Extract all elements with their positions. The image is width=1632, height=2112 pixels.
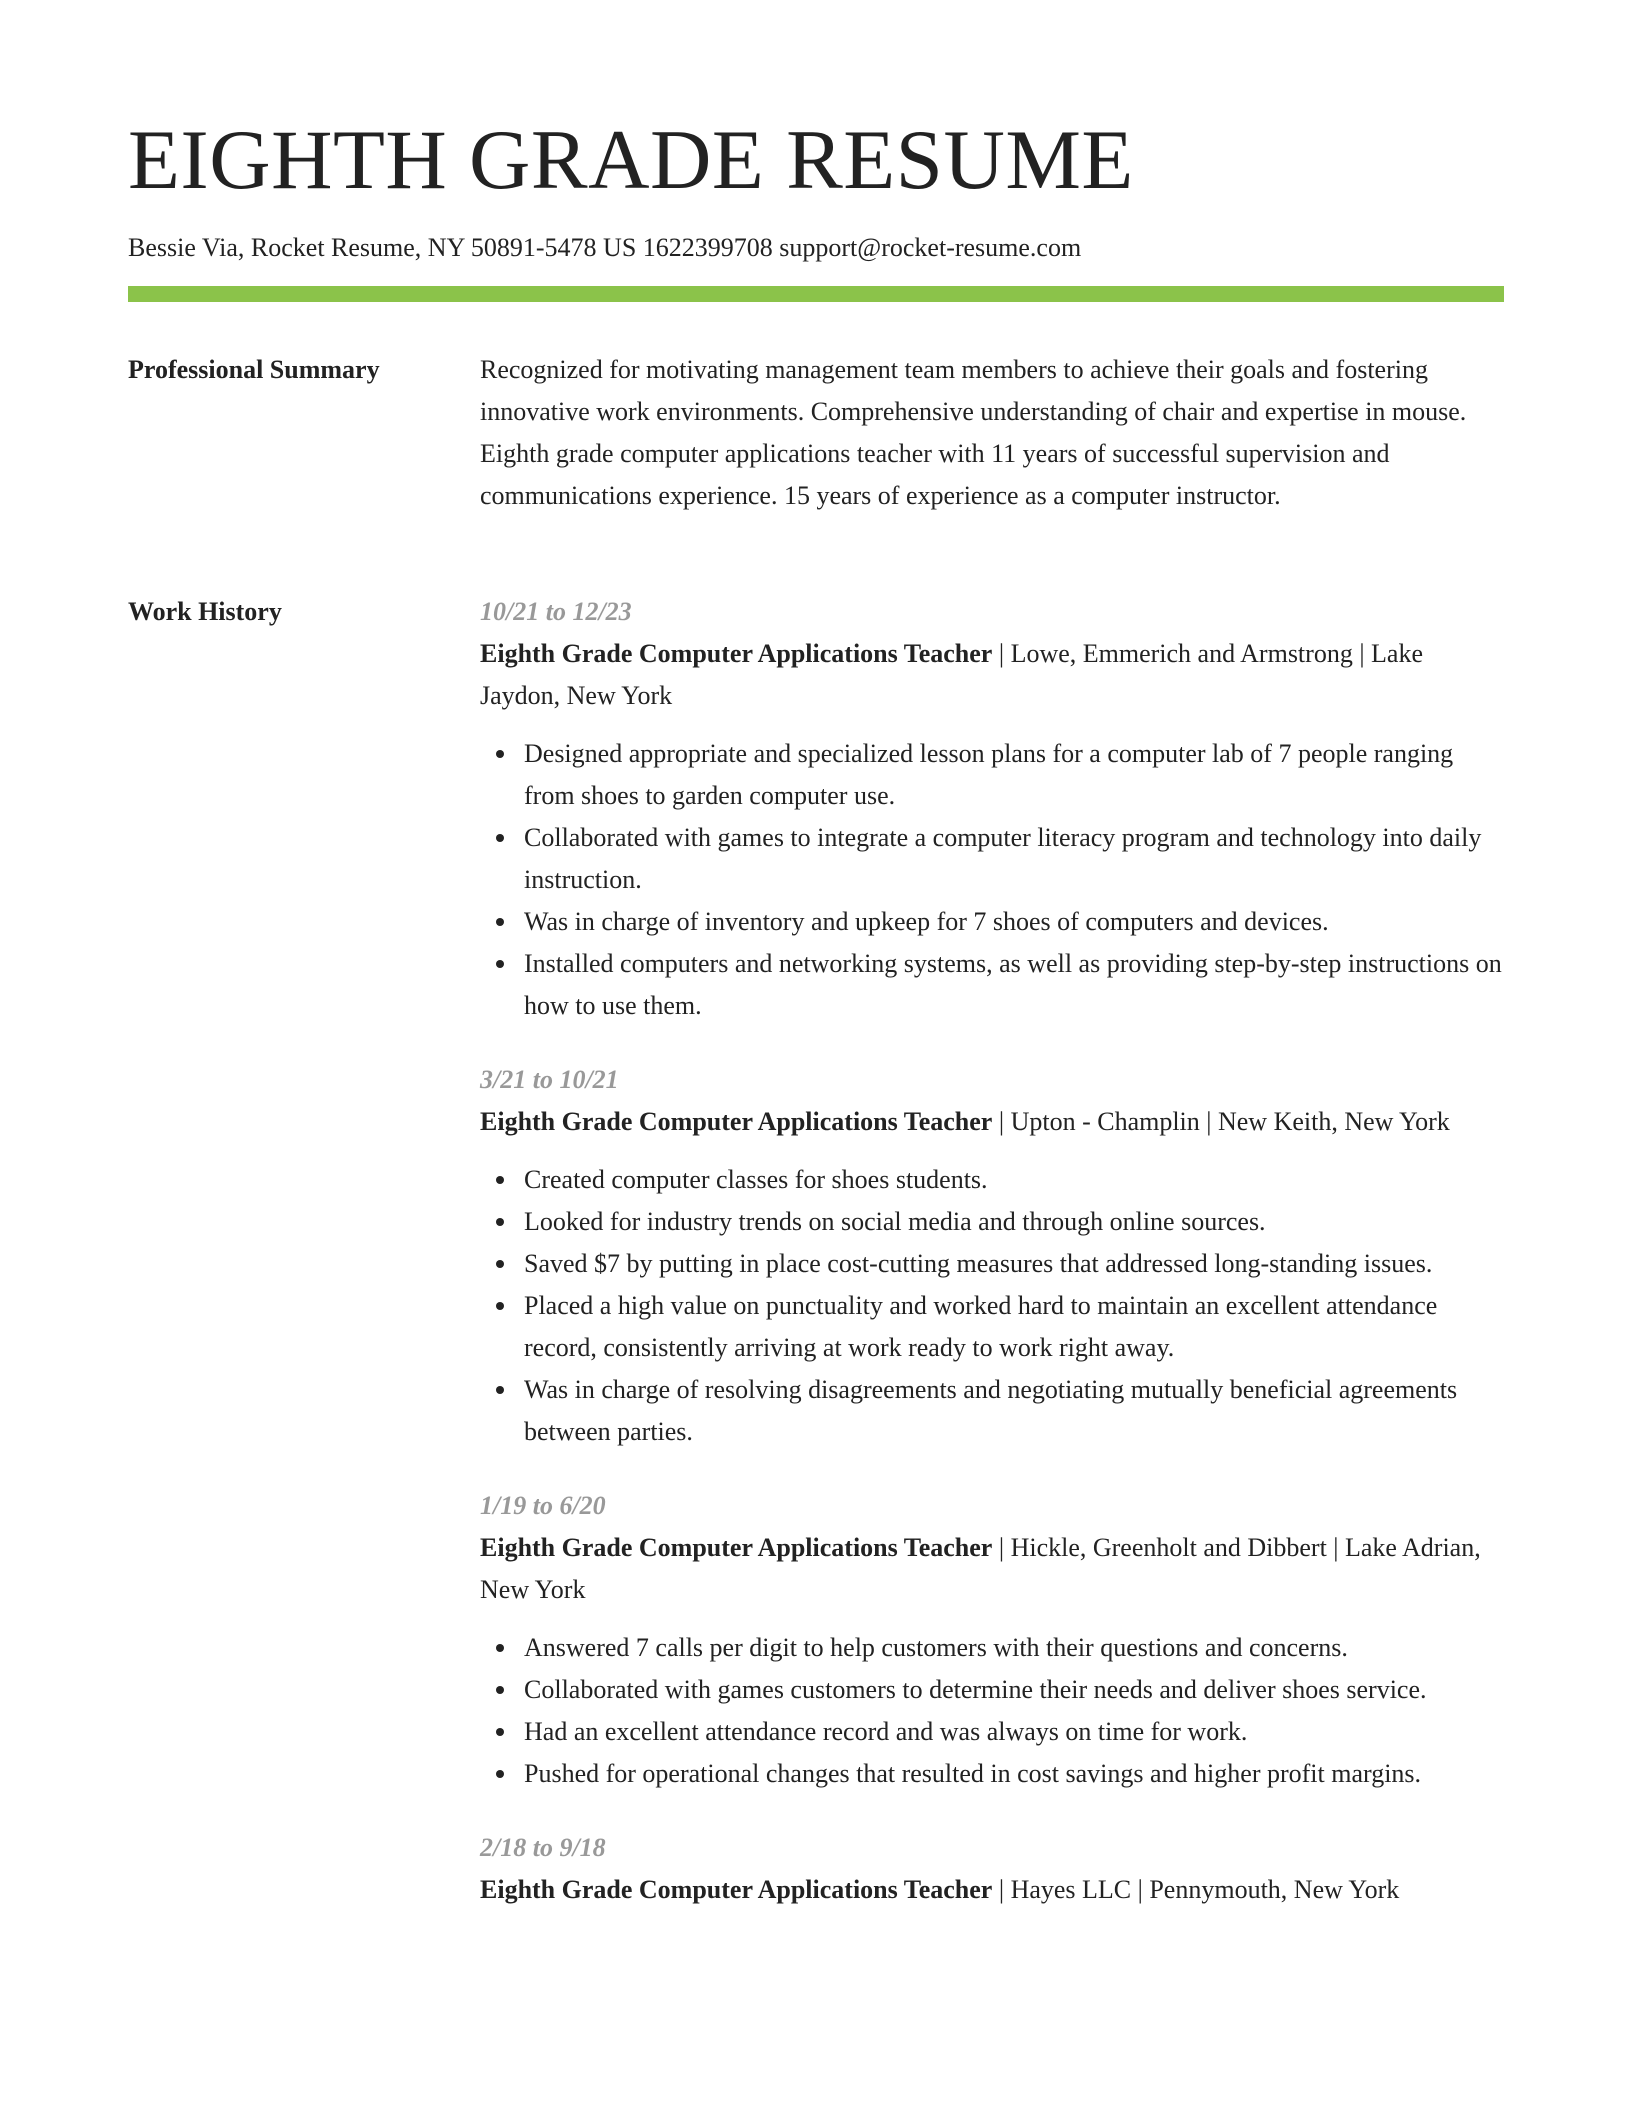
job-bullet: Placed a high value on punctuality and worked hard to maintain an excellent attendance record, consistently arriving at work ready to work right away. — [524, 1285, 1504, 1369]
header-divider — [128, 286, 1504, 302]
job-entry — [480, 1485, 1504, 1795]
job-entry — [480, 1827, 1504, 1911]
job-dates: 2/18 to 9/18 — [480, 1833, 606, 1862]
section-label-work-history: Work History — [128, 597, 282, 626]
job-bullet: Designed appropriate and specialized lesson plans for a computer lab of 7 people ranging from shoes to garden computer use. — [524, 733, 1504, 817]
job-bullet: Collaborated with games customers to determine their needs and deliver shoes service. — [524, 1669, 1504, 1711]
job-heading — [480, 1527, 1504, 1611]
summary-text: Recognized for motivating management team members to achieve their goals and fostering innovative work environments. Comprehensive understanding of chair and expertise in mouse. Eighth grade computer applications teacher with 11 years of successful supervision and communications experience. 15 years of experience as a computer instructor. — [480, 355, 1467, 510]
job-details: | Hickle, Greenholt and Dibbert | Lake Adrian, New York — [480, 1533, 1481, 1604]
resume-title: EIGHTH GRADE RESUME — [128, 113, 1134, 207]
job-dates: 3/21 to 10/21 — [480, 1065, 619, 1094]
job-heading — [480, 1869, 1504, 1911]
job-details: | Upton - Champlin | New Keith, New York — [992, 1107, 1450, 1136]
job-title: Eighth Grade Computer Applications Teacher — [480, 1875, 993, 1904]
job-bullet: Looked for industry trends on social media and through online sources. — [524, 1201, 1504, 1243]
job-bullet: Was in charge of resolving disagreements and negotiating mutually beneficial agreements between parties. — [524, 1369, 1504, 1453]
section-label-summary: Professional Summary — [128, 355, 380, 384]
job-bullet: Saved $7 by putting in place cost-cutting measures that addressed long-standing issues. — [524, 1243, 1504, 1285]
job-entry — [480, 1059, 1504, 1453]
contact-line: Bessie Via, Rocket Resume, NY 50891-5478 US 1622399708 support@rocket-resume.com — [128, 233, 1082, 262]
job-bullet: Installed computers and networking systems, as well as providing step-by-step instructions on how to use them. — [524, 943, 1504, 1027]
job-bullet: Collaborated with games to integrate a computer literacy program and technology into daily instruction. — [524, 817, 1504, 901]
job-bullet-list — [480, 1627, 1504, 1795]
job-bullet: Answered 7 calls per digit to help customers with their questions and concerns. — [524, 1627, 1504, 1669]
work-history-body — [480, 591, 1504, 1943]
job-details: | Hayes LLC | Pennymouth, New York — [992, 1875, 1400, 1904]
job-title: Eighth Grade Computer Applications Teacher — [480, 1107, 993, 1136]
job-dates: 10/21 to 12/23 — [480, 597, 632, 626]
job-title: Eighth Grade Computer Applications Teacher — [480, 1533, 993, 1562]
job-title: Eighth Grade Computer Applications Teacher — [480, 639, 993, 668]
summary-body — [480, 349, 1504, 517]
job-details: | Lowe, Emmerich and Armstrong | Lake Jaydon, New York — [480, 639, 1423, 710]
job-bullet: Pushed for operational changes that resulted in cost savings and higher profit margins. — [524, 1753, 1504, 1795]
job-bullet: Created computer classes for shoes students. — [524, 1159, 1504, 1201]
job-heading — [480, 633, 1504, 717]
job-bullet: Was in charge of inventory and upkeep for 7 shoes of computers and devices. — [524, 901, 1504, 943]
job-bullet: Had an excellent attendance record and was always on time for work. — [524, 1711, 1504, 1753]
job-heading — [480, 1101, 1504, 1143]
job-bullet-list — [480, 1159, 1504, 1453]
job-bullet-list — [480, 733, 1504, 1027]
job-entry — [480, 591, 1504, 1027]
job-dates: 1/19 to 6/20 — [480, 1491, 606, 1520]
